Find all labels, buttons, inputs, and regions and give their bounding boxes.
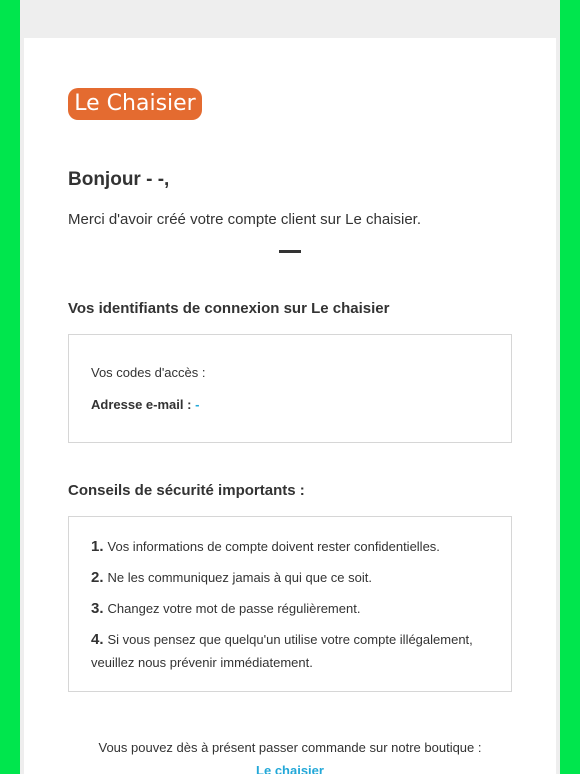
security-tips-box: [68, 516, 512, 692]
tip-text: Ne les communiquez jamais à qui que ce soit.: [107, 570, 372, 585]
security-heading: Conseils de sécurité importants :: [68, 482, 305, 499]
intro-text: Merci d'avoir créé votre compte client sur Le chaisier.: [68, 211, 422, 228]
brand-logo[interactable]: Le Chaisier: [68, 88, 202, 120]
list-item: [91, 535, 491, 558]
tip-number: 2.: [91, 569, 104, 586]
email-frame: [20, 0, 560, 774]
tip-text: Changez votre mot de passe régulièrement.: [107, 601, 361, 616]
email-card: [24, 38, 556, 774]
access-codes-label: Vos codes d'accès :: [91, 365, 206, 380]
shop-link[interactable]: Le chaisier: [256, 763, 324, 774]
tip-number: 3.: [91, 600, 104, 617]
tip-number: 1.: [91, 538, 104, 555]
security-tips-list: [91, 535, 491, 682]
tip-text: Vos informations de compte doivent rester confidentielles.: [107, 539, 440, 554]
tip-text: Si vous pensez que quelqu'un utilise votre compte illégalement, veuillez nous prévenir immédiatement.: [91, 632, 473, 670]
list-item: [91, 628, 491, 674]
email-row: [91, 397, 199, 412]
list-item: [91, 566, 491, 589]
email-value-link[interactable]: -: [195, 397, 200, 412]
greeting-heading: Bonjour - -,: [68, 169, 170, 190]
email-label: Adresse e-mail :: [91, 397, 192, 412]
credentials-heading: Vos identifiants de connexion sur Le chaisier: [68, 300, 390, 317]
shop-cta-text: Vous pouvez dès à présent passer commande sur notre boutique :: [98, 740, 482, 755]
section-divider: [279, 250, 301, 253]
credentials-box: [68, 334, 512, 443]
tip-number: 4.: [91, 631, 104, 648]
list-item: [91, 597, 491, 620]
